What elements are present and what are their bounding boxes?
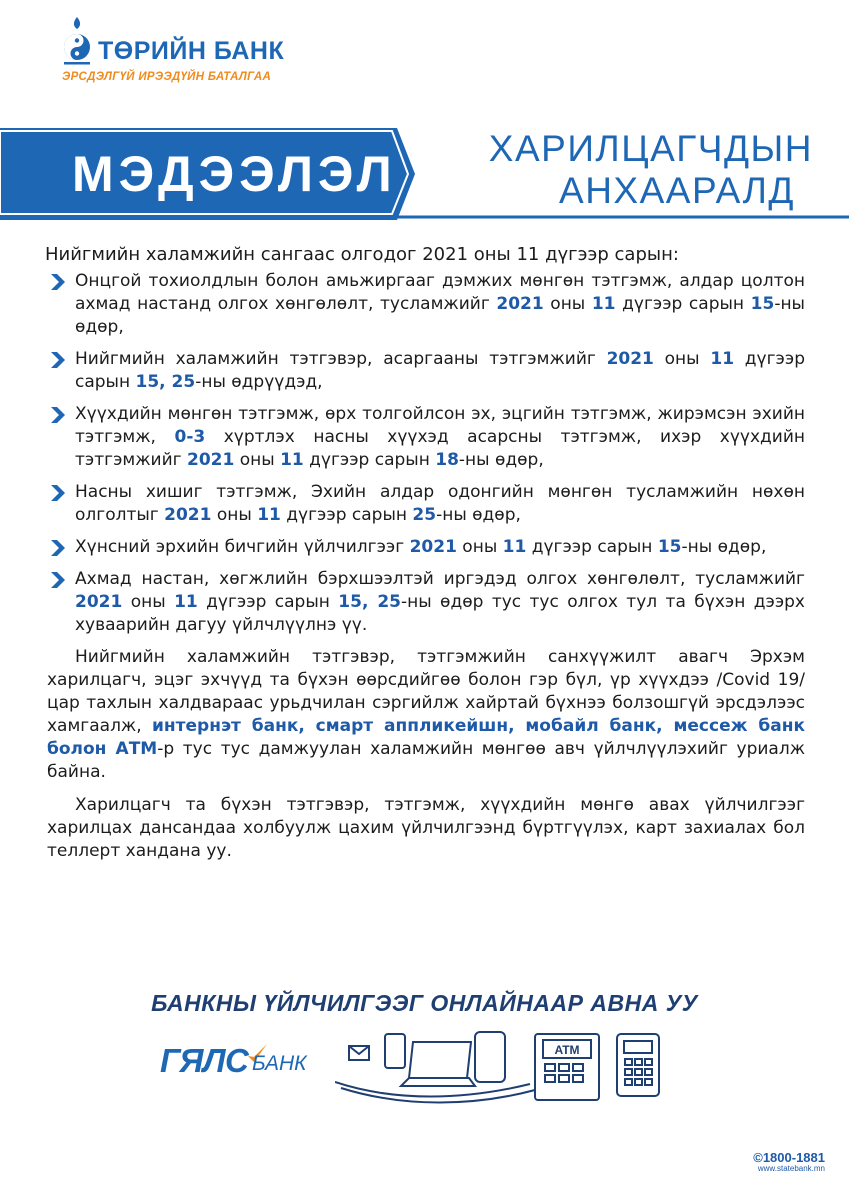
mobile-phone-icon: [385, 1034, 405, 1068]
laptop-icon: [409, 1042, 471, 1078]
online-service-slogan: БАНКНЫ ҮЙЛЧИЛГЭЭГ ОНЛАЙНААР АВНА УУ: [151, 990, 698, 1016]
schedule-item: Ахмад настан, хөгжлийн бэрхшээлтэй иргэдэд олгох хөнгөлөлт, тусламжийг 2021 оны 11 дүгээр сарын 15, 25-ны өдөр тус тус олгох тул та бүхэн дээрх хуваарийн дагуу үйлчлүүлнэ үү.: [45, 568, 805, 637]
hotline-number: ©1800-1881: [753, 1150, 825, 1165]
online-channels-highlight: интернэт банк, смарт аппликейшн, мобайл банк, мессеж банк болон АТМ: [47, 716, 805, 759]
chevron-bullet-icon: [51, 485, 65, 501]
schedule-item: Хүүхдийн мөнгөн тэтгэмж, өрх толгойлсон эх, эцгийн тэтгэмж, жирэмсэн эхийн тэтгэмж, 0-3 хүртлэх насны хүүхэд асарсны тэтгэмж, ихэр хүүхдийн тэтгэмжийг 2021 оны 11 дүгээр сарын 18-ны өдөр,: [45, 403, 805, 472]
chevron-bullet-icon: [51, 572, 65, 588]
schedule-item: Хүнсний эрхийн бичгийн үйлчилгээг 2021 оны 11 дүгээр сарын 15-ны өдөр,: [45, 536, 805, 559]
banner-subtitle-line2: АНХААРАЛД: [559, 170, 795, 211]
bank-emblem-icon: [60, 15, 94, 73]
schedule-item: Насны хишиг тэтгэмж, Эхийн алдар одонгийн мөнгөн тусламжийн нөхөн олголтыг 2021 оны 11 дүгээр сарын 25-ны өдөр,: [45, 481, 805, 527]
bank-tagline: ЭРСДЭЛГҮЙ ИРЭЭДҮЙН БАТАЛГАА: [62, 71, 272, 83]
banner-title: МЭДЭЭЛЭЛ: [72, 146, 397, 202]
devices-illustration: [335, 1028, 695, 1108]
banner-subtitle: [418, 128, 813, 220]
chevron-bullet-icon: [51, 540, 65, 556]
smartphone-icon: [475, 1032, 505, 1082]
announcement-banner: [0, 128, 849, 220]
teller-paragraph: Харилцагч та бүхэн тэтгэвэр, тэтгэмж, хүүхдийн мөнгө авах үйлчилгээг харилцах дансандаа холбуулж цахим үйлчилгээнд бүртгүүлэх, карт захиалах бол теллерт хандана уу.: [47, 795, 805, 861]
contact-info: [753, 1150, 825, 1173]
chevron-bullet-icon: [51, 407, 65, 423]
gyals-logo-bank: БАНК: [252, 1052, 307, 1075]
banner-subtitle-line1: ХАРИЛЦАГЧДЫН: [488, 128, 813, 169]
gyals-bank-logo: [160, 1040, 340, 1082]
gyals-logo-text: ГЯЛС: [160, 1042, 249, 1079]
bank-logo: [60, 15, 320, 90]
schedule-item: Нийгмийн халамжийн тэтгэвэр, асаргааны тэтгэмжийг 2021 оны 11 дүгээр сарын 15, 25-ны өдрүүдэд,: [45, 348, 805, 394]
intro-text: Нийгмийн халамжийн сангаас олгодог 2021 оны 11 дүгээр сарын:: [45, 244, 679, 265]
appeal-paragraph: Нийгмийн халамжийн тэтгэвэр, тэтгэмжийн санхүүжилт авагч Эрхэм харилцагч, эцэг эхчүүд та бүхэн өөрсдийгөө болон гэр бүл, үр хүүхдээ /Covid 19/ цар тахлын халдвараас урьдчилан сэргийлж хайртай бүхнээ болзошгүй эрсдэлээс хамгаалж, интернэт банк, смарт аппликейшн, мобайл банк, мессеж банк болон АТМ-р тус тус дамжуулан халамжийн мөнгөө авч үйлчлүүлэхийг уриалж байна.: [47, 647, 806, 782]
chevron-bullet-icon: [51, 274, 65, 290]
schedule-item: Онцгой тохиолдлын болон амьжиргааг дэмжих мөнгөн тэтгэмж, алдар цолтон ахмад настанд олгох хөнгөлөлт, тусламжийг 2021 оны 11 дүгээр сарын 15-ны өдөр,: [45, 270, 805, 339]
notice-content: [45, 243, 805, 873]
atm-label: ATM: [554, 1043, 580, 1057]
chevron-bullet-icon: [51, 352, 65, 368]
bank-name: ТӨРИЙН БАНК: [98, 37, 285, 65]
website-url[interactable]: www.statebank.mn: [757, 1164, 825, 1173]
